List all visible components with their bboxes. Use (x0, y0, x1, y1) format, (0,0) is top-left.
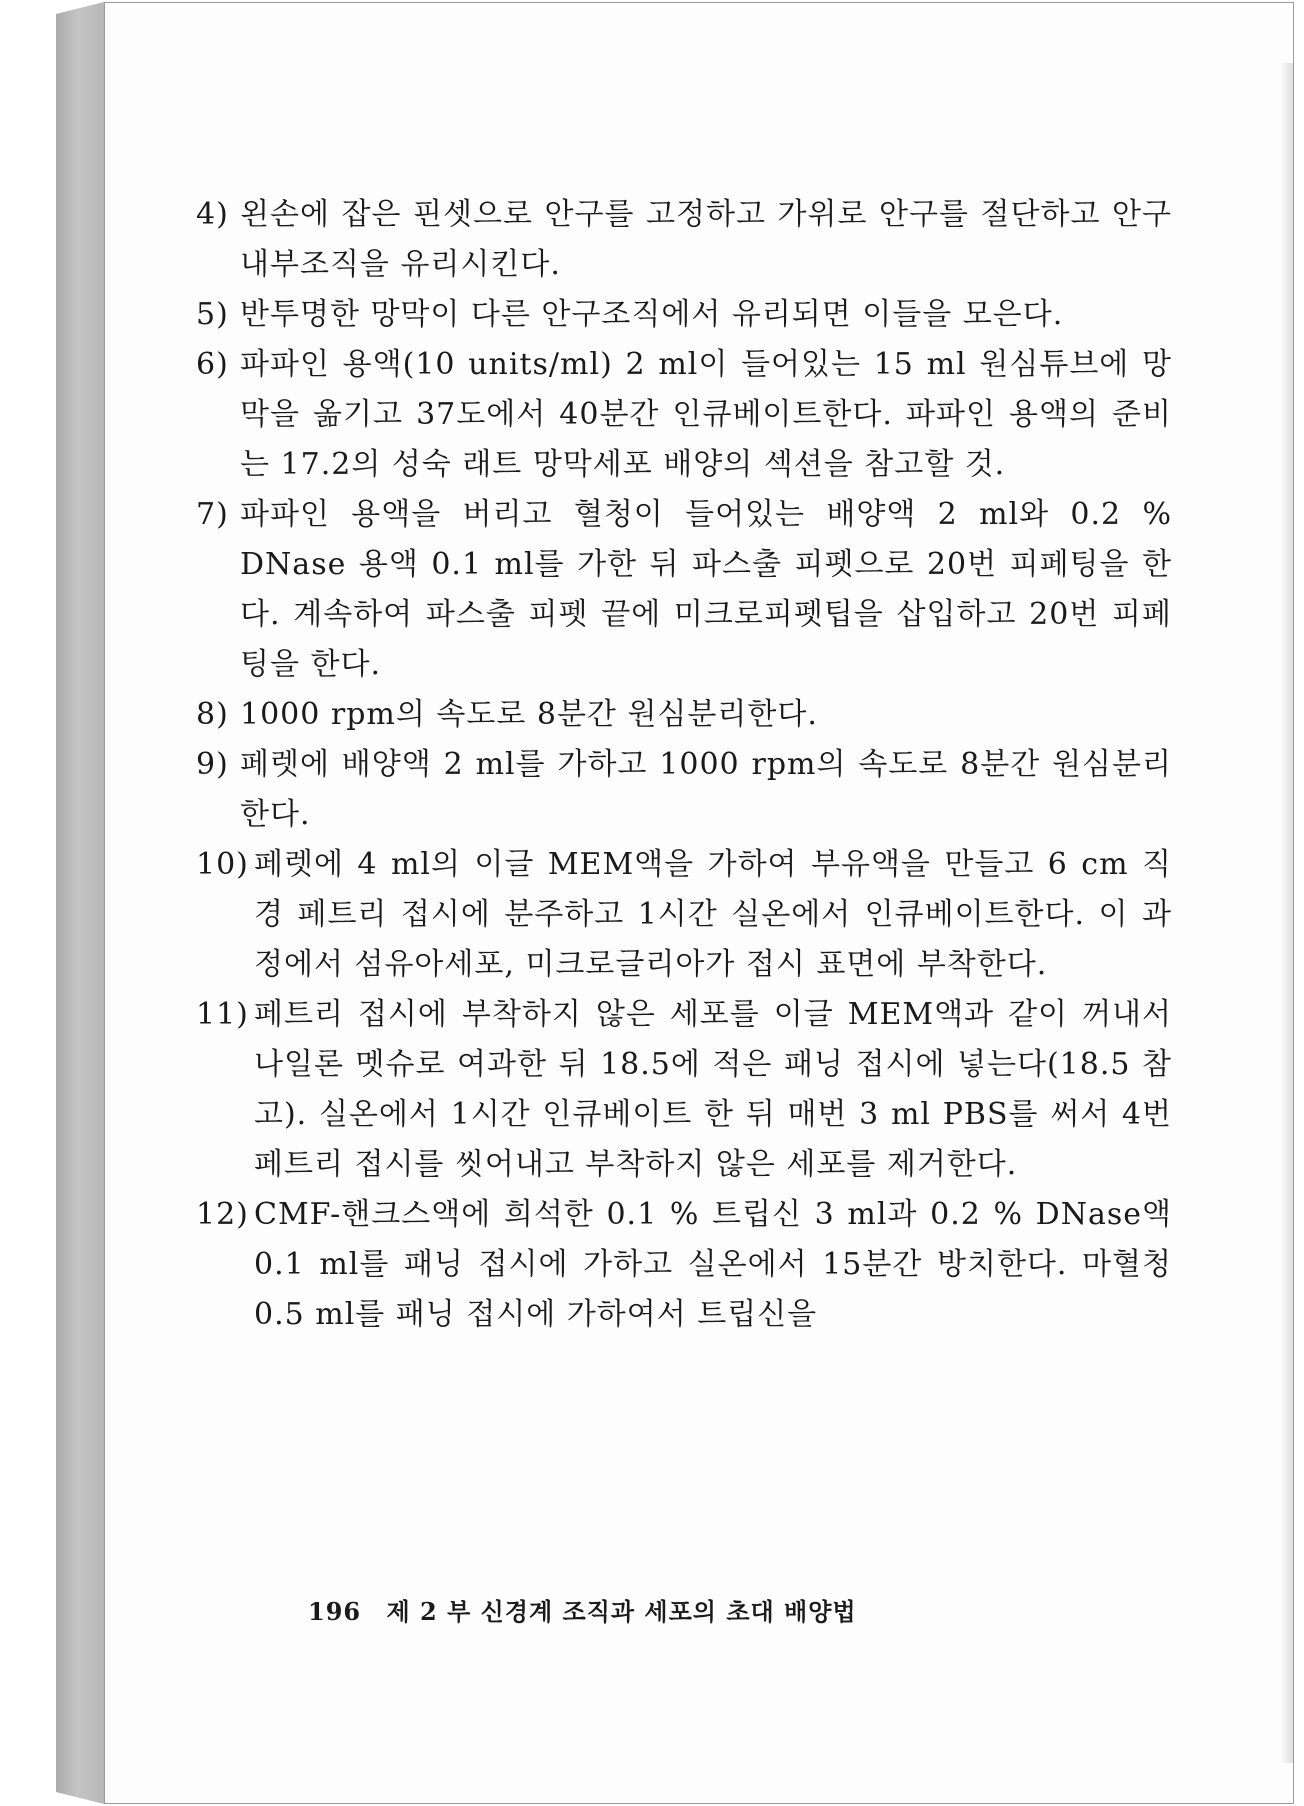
step-text: 1000 rpm의 속도로 8분간 원심분리한다. (240, 697, 818, 732)
step-item (196, 690, 1172, 740)
step-text: 파파인 용액을 버리고 혈청이 들어있는 배양액 2 ml와 0.2 % DNase 용액 0.1 ml를 가한 뒤 파스출 피펫으로 20번 피페팅을 한다. 계속하여 파스출 피펫 끝에 미크로피펫팁을 삽입하고 20번 피페팅을 한다. (240, 497, 1172, 682)
step-text: 페렛에 4 ml의 이글 MEM액을 가하여 부유액을 만들고 6 cm 직경 페트리 접시에 분주하고 1시간 실온에서 인큐베이트한다. 이 과정에서 섬유아세포, 미크로글리아가 접시 표면에 부착한다. (254, 847, 1172, 982)
step-item (196, 840, 1172, 990)
step-item (196, 340, 1172, 490)
step-text: 반투명한 망막이 다른 안구조직에서 유리되면 이들을 모은다. (240, 297, 1064, 332)
page-edge-shadow (1279, 63, 1293, 1763)
running-title: 제 2 부 신경계 조직과 세포의 초대 배양법 (386, 1597, 857, 1626)
step-item (196, 1190, 1172, 1340)
step-number: 7) (196, 497, 229, 532)
step-item (196, 740, 1172, 840)
step-text: CMF-핸크스액에 희석한 0.1 % 트립신 3 ml과 0.2 % DNase액 0.1 ml를 패닝 접시에 가하고 실온에서 15분간 방치한다. 마혈청 0.5 ml를 패닝 접시에 가하여서 트립신을 (254, 1197, 1172, 1332)
step-text: 페트리 접시에 부착하지 않은 세포를 이글 MEM액과 같이 꺼내서 나일론 멧슈로 여과한 뒤 18.5에 적은 패닝 접시에 넣는다(18.5 참고). 실온에서 1시간 인큐베이트 한 뒤 매번 3 ml PBS를 써서 4번 페트리 접시를 씻어내고 부착하지 않은 세포를 제거한다. (254, 997, 1172, 1182)
step-number: 11) (196, 997, 249, 1032)
step-number: 4) (196, 197, 229, 232)
step-number: 10) (196, 847, 249, 882)
step-text: 파파인 용액(10 units/ml) 2 ml이 들어있는 15 ml 원심튜브에 망막을 옮기고 37도에서 40분간 인큐베이트한다. 파파인 용액의 준비는 17.2의 성숙 래트 망막세포 배양의 섹션을 참고할 것. (240, 347, 1172, 482)
step-item (196, 990, 1172, 1190)
step-number: 8) (196, 697, 229, 732)
step-item (196, 490, 1172, 690)
step-text: 왼손에 잡은 핀셋으로 안구를 고정하고 가위로 안구를 절단하고 안구 내부조직을 유리시킨다. (240, 197, 1172, 282)
step-number: 9) (196, 747, 229, 782)
step-number: 12) (196, 1197, 249, 1232)
step-item (196, 290, 1172, 340)
page-number: 196 (308, 1597, 362, 1626)
step-number: 6) (196, 347, 229, 382)
step-number: 5) (196, 297, 229, 332)
page-footer (308, 1592, 857, 1627)
page-body (196, 190, 1172, 1340)
step-text: 페렛에 배양액 2 ml를 가하고 1000 rpm의 속도로 8분간 원심분리한다. (240, 747, 1172, 832)
book-spine (56, 2, 104, 1804)
step-item (196, 190, 1172, 290)
